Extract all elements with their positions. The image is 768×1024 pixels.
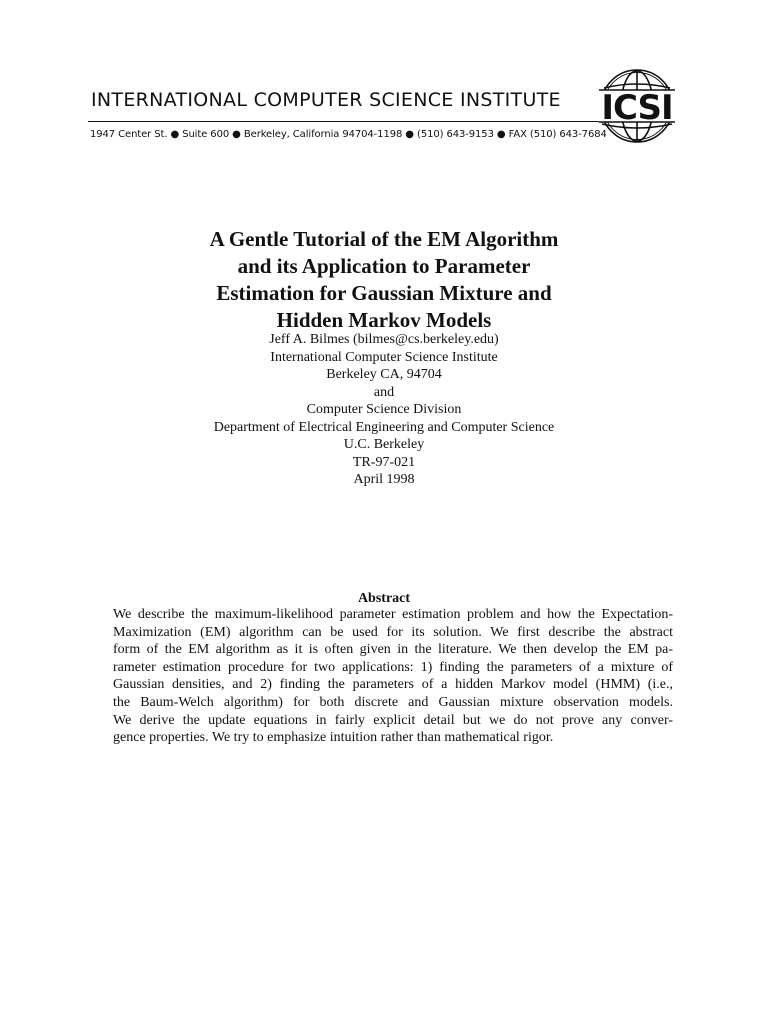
author-line: Computer Science Division (306, 402, 462, 417)
title-line: Hidden Markov Models (276, 308, 492, 332)
title-line: and its Application to Parameter (237, 254, 531, 278)
title-line: A Gentle Tutorial of the EM Algorithm (209, 227, 559, 251)
abstract-line: Gaussian densities, and 2) finding the parameters of a hidden Markov model (HMM) (i.e., (113, 677, 673, 693)
abstract-line: rameter estimation procedure for two applications: 1) finding the parameters of a mixture of (113, 659, 673, 675)
icsi-globe-logo (595, 66, 679, 146)
author-line: TR-97-021 (352, 454, 416, 470)
author-line: U.C. Berkeley (343, 437, 425, 452)
author-line: International Computer Science Institute (270, 349, 498, 365)
abstract-line: We derive the update equations in fairly explicit detail but we do not prove any conver- (113, 712, 673, 728)
institute-address: 1947 Center St. ● Suite 600 ● Berkeley, California 94704-1198 ● (510) 643-9153 ● FAX (510) 643-7684 (90, 129, 607, 140)
abstract-line: form of the EM algorithm as it is often given in the literature. We then develop the EM pa- (113, 642, 673, 658)
abstract-line: We describe the maximum-likelihood parameter estimation problem and how the Expectation- (113, 607, 673, 622)
abstract-line: gence properties. We try to emphasize intuition rather than mathematical rigor. (113, 730, 554, 746)
author-info (140, 331, 628, 489)
abstract-line: Maximization (EM) algorithm can be used for its solution. We first describe the abstract (113, 624, 673, 640)
author-line: and (373, 384, 395, 400)
header-rule (88, 121, 600, 122)
author-line: April 1998 (353, 472, 415, 487)
abstract-heading: Abstract (357, 591, 411, 606)
author-line: Berkeley CA, 94704 (326, 367, 442, 382)
institute-name: INTERNATIONAL COMPUTER SCIENCE INSTITUTE (91, 89, 561, 111)
author-line: Department of Electrical Engineering and Computer Science (213, 419, 555, 435)
title-line: Estimation for Gaussian Mixture and (216, 281, 552, 305)
logo-lettering: ICSI (601, 88, 673, 128)
paper-title (140, 226, 628, 334)
abstract-body (113, 606, 673, 747)
author-line: Jeff A. Bilmes (bilmes@cs.berkeley.edu) (269, 332, 499, 347)
abstract-line: the Baum-Welch algorithm) for both discrete and Gaussian mixture observation models. (113, 694, 673, 710)
